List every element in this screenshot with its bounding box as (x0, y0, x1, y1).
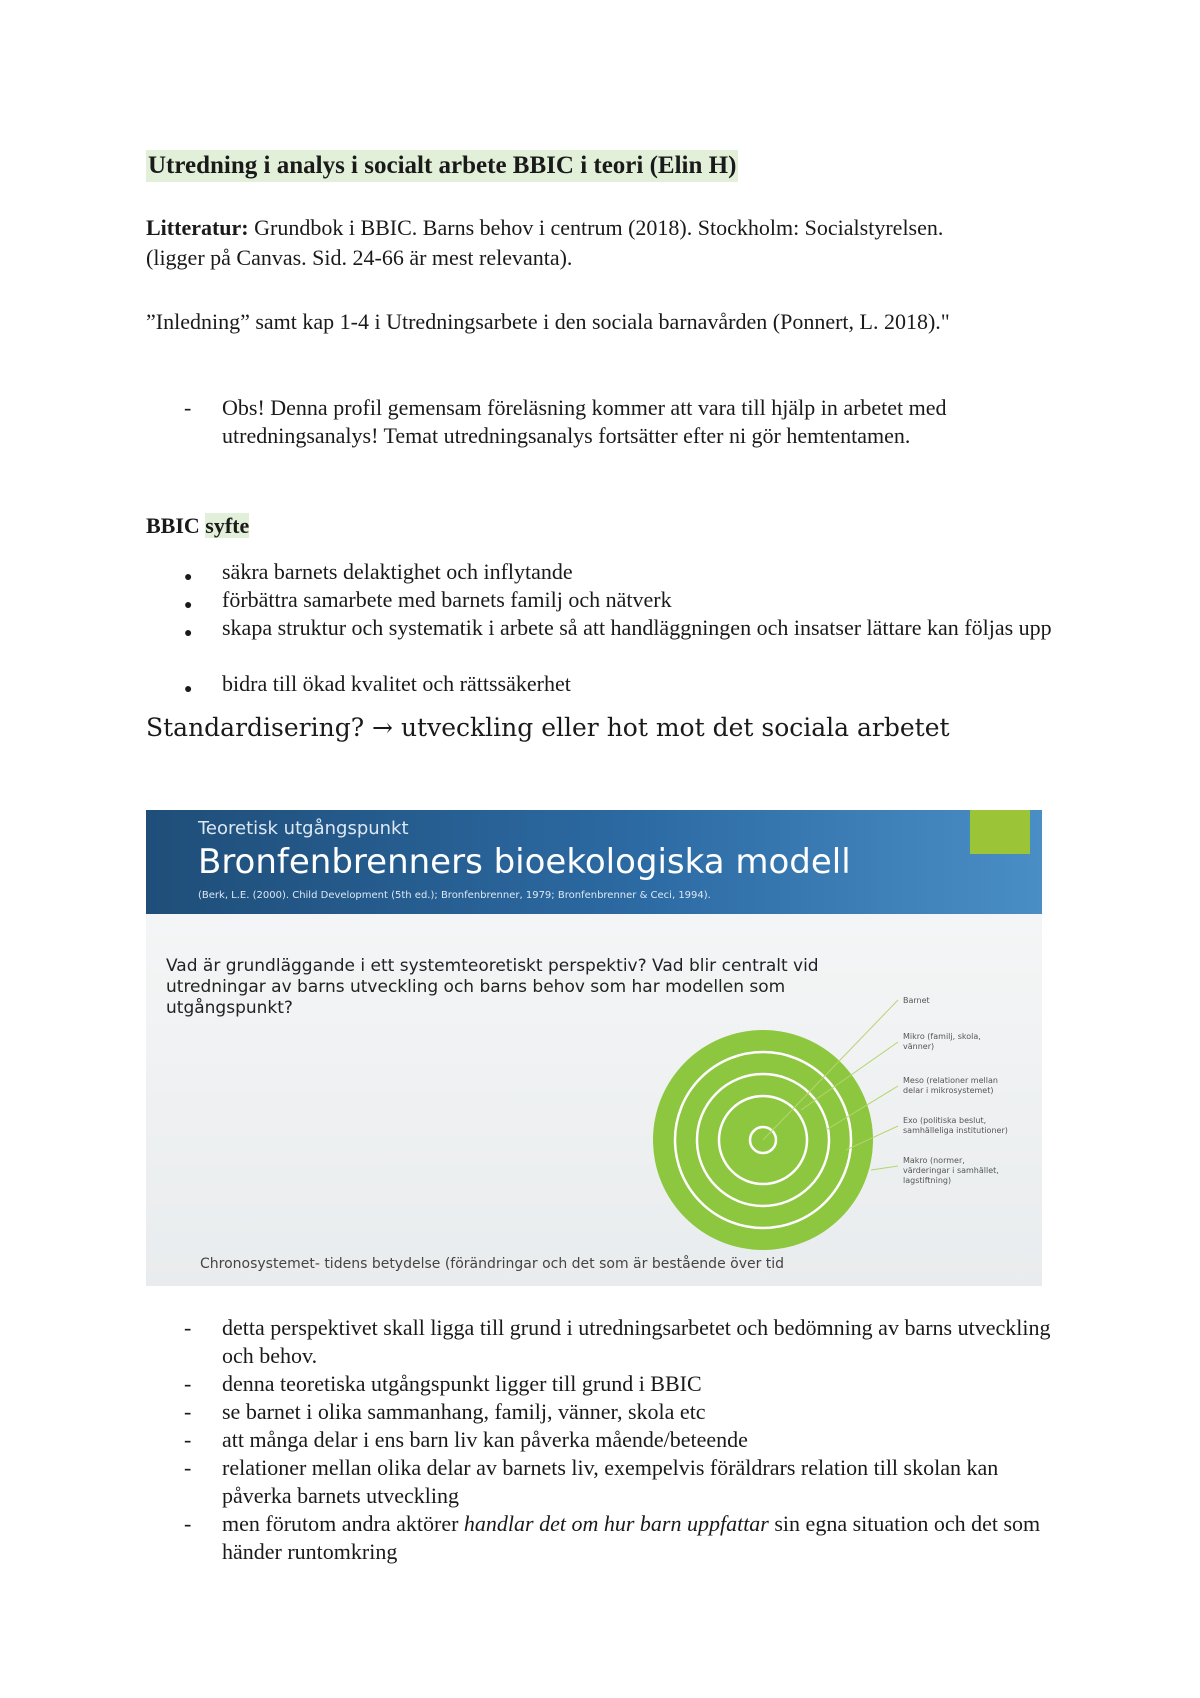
bullet-mark: ● (184, 598, 193, 613)
slide-question: Vad är grundläggande i ett systemteoretiskt perspektiv? Vad blir centralt vid utredningar av barns utveckling och barns behov som har modellen som utgångspunkt? (166, 956, 819, 1018)
point-text-last (222, 1510, 1052, 1566)
bullet-mark: ● (184, 570, 193, 585)
purpose-item-text: förbättra samarbete med barnets familj och nätverk (222, 587, 672, 612)
label-macro: Makro (normer, värderingar i samhället, lagstiftning) (903, 1156, 999, 1185)
purpose-heading-prefix: BBIC (146, 513, 206, 538)
purpose-heading (146, 512, 249, 540)
label-child: Barnet (903, 996, 930, 1005)
dash-mark: - (184, 1511, 192, 1536)
point-text: relationer mellan olika delar av barnets liv, exempelvis föräldrars relation till skolan kan påverka barnets utveckling (222, 1455, 999, 1508)
purpose-item-text: säkra barnets delaktighet och inflytande (222, 559, 573, 584)
label-micro: Mikro (familj, skola, vänner) (903, 1032, 981, 1051)
slide-caption: Chronosystemet- tidens betydelse (förändringar och det som är bestående över tid (200, 1256, 785, 1272)
slide-subtitle: Teoretisk utgångspunkt (198, 818, 409, 839)
label-exo: Exo (politiska beslut, samhälleliga institutioner) (903, 1116, 1008, 1135)
standardization-question: Standardisering? → utveckling eller hot mot det sociala arbetet (146, 713, 950, 742)
dash-mark: - (184, 1399, 192, 1424)
dash-mark: - (184, 1371, 192, 1396)
bullet-mark: ● (184, 626, 193, 641)
point-text: detta perspektivet skall ligga till grund i utredningsarbetet och bedömning av barns utveckling och behov. (222, 1315, 1051, 1368)
point-text: att många delar i ens barn liv kan påverka mående/beteende (222, 1427, 748, 1452)
literature-line-2: (ligger på Canvas. Sid. 24-66 är mest relevanta). (146, 245, 573, 270)
literature-line-1 (146, 214, 943, 242)
point-text-emphasis: handlar det om hur barn uppfattar (463, 1511, 769, 1536)
literature-label: Litteratur: (146, 215, 249, 240)
point-text-after: sin egna situation och det som händer runtomkring (222, 1511, 1041, 1564)
document-title: Utredning i analys i socialt arbete BBIC i teori (Elin H) (146, 150, 738, 182)
label-meso: Meso (relationer mellan delar i mikrosystemet) (903, 1076, 998, 1095)
purpose-item-text: bidra till ökad kvalitet och rättssäkerhet (222, 671, 571, 696)
dash-mark: - (184, 1315, 192, 1340)
literature-line-3: ”Inledning” samt kap 1-4 i Utredningsarbete i den sociala barnavården (Ponnert, L. 2018)." (146, 309, 950, 334)
purpose-heading-highlight: syfte (205, 513, 250, 538)
dash-mark: - (184, 1455, 192, 1480)
point-text: se barnet i olika sammanhang, familj, vänner, skola etc (222, 1399, 706, 1424)
bullet-mark: ● (184, 682, 193, 697)
point-text: denna teoretiska utgångspunkt ligger till grund i BBIC (222, 1371, 702, 1396)
purpose-item-text: skapa struktur och systematik i arbete så att handläggningen och insatser lättare kan följas upp (222, 615, 1052, 640)
literature-text-1: Grundbok i BBIC. Barns behov i centrum (2018). Stockholm: Socialstyrelsen. (248, 215, 944, 240)
slide-reference: (Berk, L.E. (2000). Child Development (5th ed.); Bronfenbrenner, 1979; Bronfenbrenner & Ceci, 1994). (198, 890, 711, 901)
note-text: Obs! Denna profil gemensam föreläsning kommer att vara till hjälp in arbetet med utredningsanalys! Temat utredningsanalys fortsätter efter ni gör hemtentamen. (222, 395, 947, 448)
dash-mark: - (184, 1427, 192, 1452)
point-text-before: men förutom andra aktörer (222, 1511, 464, 1536)
slide-image (146, 810, 1042, 1286)
leader-line (871, 1166, 898, 1170)
dash-mark: - (184, 395, 192, 420)
slide-title: Bronfenbrenners bioekologiska modell (198, 842, 851, 882)
